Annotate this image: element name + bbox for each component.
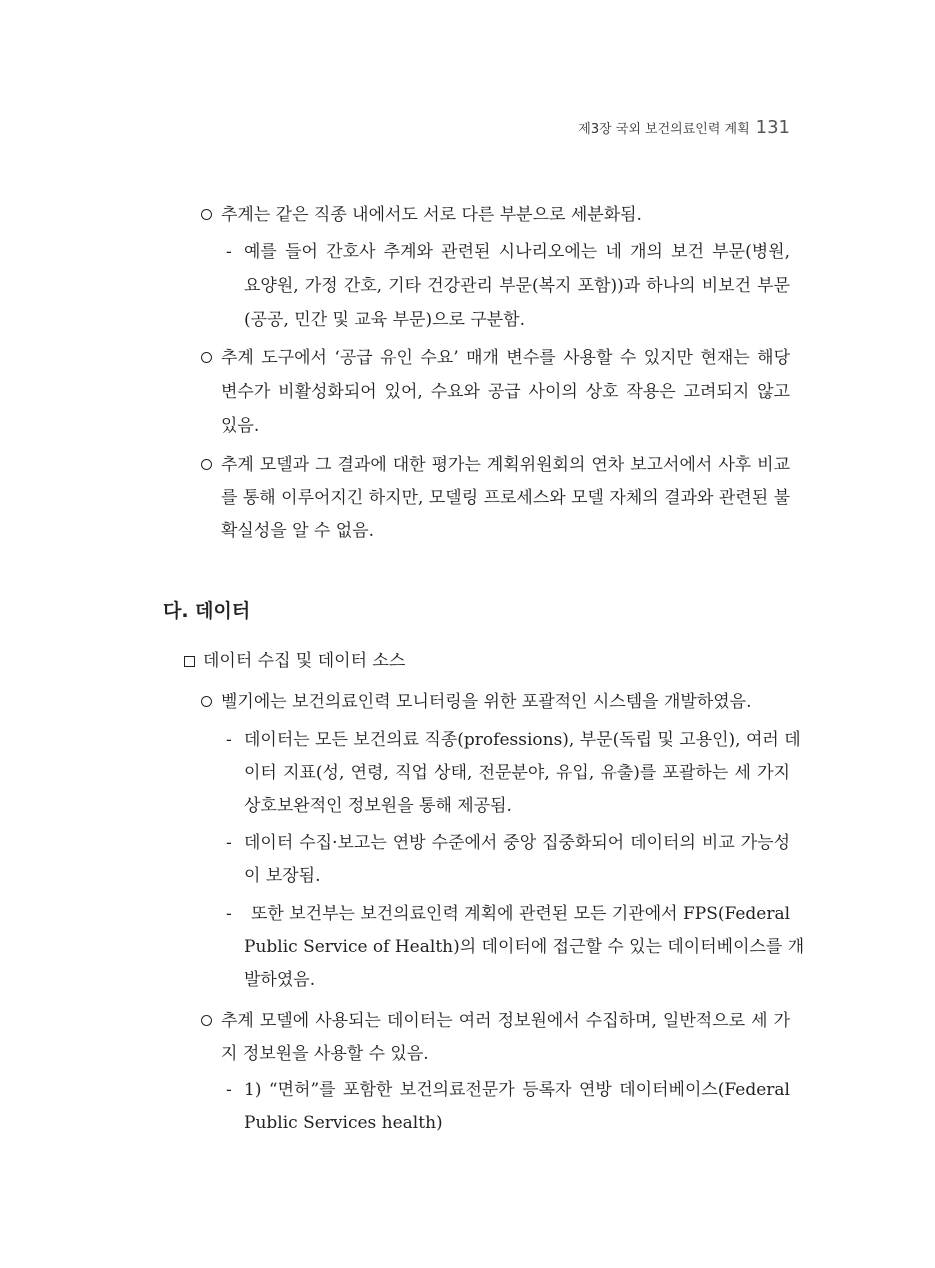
- circle-bullet-icon: [201, 352, 212, 363]
- subsection-title: 데이터 수집 및 데이터 소스: [203, 651, 406, 671]
- paragraph-line: 추계 도구에서 ‘공급 유인 수요’ 매개 변수를 사용할 수 있지만 현재는 해당: [221, 348, 790, 368]
- circle-bullet-icon: [201, 696, 212, 707]
- dash-marker: -: [226, 833, 232, 853]
- paragraph-line: 변수가 비활성화되어 있어, 수요와 공급 사이의 상호 작용은 고려되지 않고: [221, 382, 790, 402]
- page-number: 131: [755, 117, 790, 138]
- paragraph-line: Public Service of Health)의 데이터에 접근할 수 있는 데이터베이스를 개: [244, 937, 805, 957]
- paragraph-line: 추계 모델에 사용되는 데이터는 여러 정보원에서 수집하며, 일반적으로 세 가: [221, 1011, 790, 1031]
- section-heading: 다. 데이터: [163, 600, 251, 622]
- paragraph-line: 지 정보원을 사용할 수 있음.: [221, 1044, 429, 1064]
- paragraph-line: 데이터는 모든 보건의료 직종(professions), 부문(독립 및 고용인), 여러 데: [244, 730, 801, 750]
- paragraph-line: 추계는 같은 직종 내에서도 서로 다른 부분으로 세분화됨.: [221, 205, 642, 225]
- square-bullet-icon: [184, 656, 195, 667]
- dash-marker: -: [226, 904, 232, 924]
- paragraph-line: 1) “면허”를 포함한 보건의료전문가 등록자 연방 데이터베이스(Federal: [244, 1080, 790, 1100]
- paragraph-line: 를 통해 이루어지긴 하지만, 모델링 프로세스와 모델 자체의 결과와 관련된 불: [221, 488, 790, 508]
- paragraph-line: 추계 모델과 그 결과에 대한 평가는 계획위원회의 연차 보고서에서 사후 비교: [221, 455, 790, 475]
- paragraph-line: Public Services health): [244, 1113, 443, 1133]
- paragraph-line: 이터 지표(성, 연령, 직업 상태, 전문분야, 유입, 유출)를 포괄하는 세 가지: [244, 763, 790, 783]
- paragraph-line: 있음.: [221, 416, 260, 436]
- dash-marker: -: [226, 242, 232, 262]
- dash-marker: -: [226, 1080, 232, 1100]
- paragraph-line: 상호보완적인 정보원을 통해 제공됨.: [244, 796, 512, 816]
- paragraph-line: 데이터 수집·보고는 연방 수준에서 중앙 집중화되어 데이터의 비교 가능성: [244, 833, 790, 853]
- circle-bullet-icon: [201, 1015, 212, 1026]
- chapter-title: 제3장 국외 보건의료인력 계획: [578, 122, 750, 137]
- paragraph-line: (공공, 민간 및 교육 부문)으로 구분함.: [244, 310, 525, 330]
- paragraph-line: 예를 들어 간호사 추계와 관련된 시나리오에는 네 개의 보건 부문(병원,: [244, 242, 790, 262]
- paragraph-line: 발하였음.: [244, 970, 316, 990]
- paragraph-line: 또한 보건부는 보건의료인력 계획에 관련된 모든 기관에서 FPS(Federal: [251, 904, 791, 924]
- dash-marker: -: [226, 730, 232, 750]
- running-header: [578, 117, 790, 138]
- paragraph-line: 벨기에는 보건의료인력 모니터링을 위한 포괄적인 시스템을 개발하였음.: [221, 692, 752, 712]
- circle-bullet-icon: [201, 459, 212, 470]
- paragraph-line: 이 보장됨.: [244, 866, 321, 886]
- paragraph-line: 확실성을 알 수 없음.: [221, 521, 374, 541]
- paragraph-line: 요양원, 가정 간호, 기타 건강관리 부문(복지 포함))과 하나의 비보건 부문: [244, 276, 790, 296]
- circle-bullet-icon: [201, 209, 212, 220]
